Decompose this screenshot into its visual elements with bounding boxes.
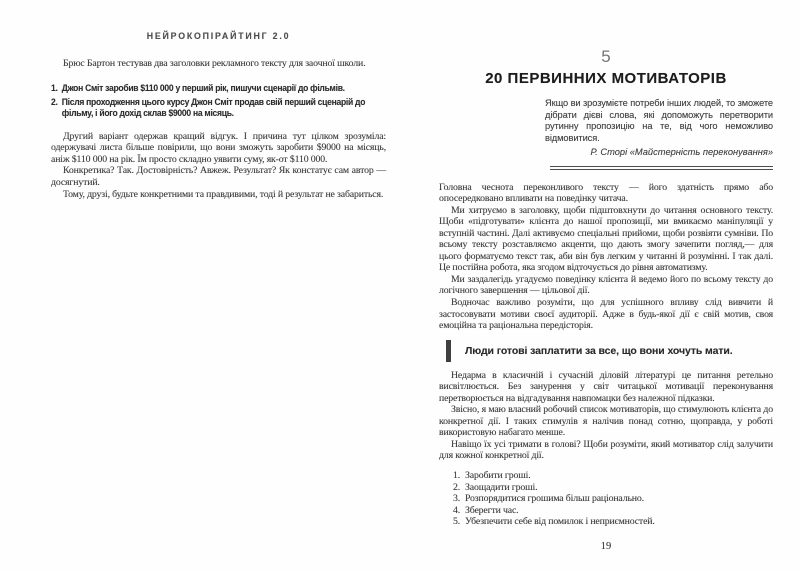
list-item-text: Після проходження цього курсу Джон Сміт продав свій перший сценарій до фільму, і його дохід склав $9000 на місяць.: [61, 96, 366, 120]
list-item-number: 4.: [453, 504, 461, 516]
body-paragraph: Тому, друзі, будьте конкретними та правдивими, тоді й результат не забариться.: [63, 188, 384, 200]
list-item: [453, 505, 773, 517]
body-paragraph: Ми заздалегідь угадуємо поведінку клієнта й ведемо його по всьому тексту до логічного завершення — цільової дії.: [439, 273, 773, 297]
page-number: 19: [600, 541, 612, 552]
list-item-number: 5.: [453, 516, 461, 528]
list-item-text: Джон Сміт заробив $110 000 у перший рік, пишучи сценарії до фільмів.: [61, 82, 345, 94]
list-item: [453, 516, 773, 528]
body-paragraph: Недарма в класичній і сучасній діловій літературі це питання ретельно висвітлюється. Без занурення у світ читацької мотивації переконування перетворюється на відгадування навпомацки без належної підказки.: [439, 369, 773, 404]
intro-paragraph: Брюс Бартон тестував два заголовки рекламного тексту для заочної школи.: [63, 58, 366, 69]
list-item: [51, 83, 385, 95]
chapter-body: [439, 182, 773, 528]
list-item-number: 2.: [453, 481, 461, 493]
list-item-text: Заощадити гроші.: [465, 481, 538, 493]
list-item: [453, 493, 773, 505]
right-page: [439, 0, 773, 571]
list-item-text: Заробити гроші.: [465, 469, 531, 481]
body-paragraph: Головна чеснота переконливого тексту — його здатність прямо або опосередковано впливати на поведінку читача.: [439, 181, 773, 205]
list-item: [453, 470, 773, 482]
key-idea-callout: [446, 340, 773, 362]
section-divider-rule: [550, 166, 773, 170]
epigraph-text: Якщо ви зрозумієте потреби інших людей, то зможете дібрати дієві слова, які допоможуть перетворити рутинну пропозицію на те, від чого неможливо відмовитися.: [545, 98, 773, 143]
chapter-number: 5: [601, 47, 611, 66]
list-item-text: Убезпечити себе від помилок і неприємностей.: [465, 516, 655, 528]
list-item-number: 1.: [453, 469, 461, 481]
list-item-text: Зберегти час.: [465, 504, 519, 516]
list-item-text: Розпорядитися грошима більш раціонально.: [465, 493, 644, 505]
body-paragraph: Другий варіант одержав кращий відгук. І причина тут цілком зрозуміла: одержувачі листа більше повірили, що вони зможуть заробити $9000 на місяць, аніж $110 000 на рік. Їм просто складно уявити суму, як-от $110 000.: [51, 130, 386, 165]
body-paragraph: Водночас важливо розуміти, що для успішного впливу слід вивчити й застосовувати мотиви своєї аудиторії. Адже в будь-якої дії є свій мотив, своя емоційна та раціональна передісторія.: [439, 296, 773, 332]
body-paragraph: Навіщо їх усі тримати в голові? Щоби розуміти, який мотиватор слід залучити для кожної конкретної дії.: [439, 438, 773, 462]
motivator-list: [453, 470, 773, 528]
epigraph-attribution: Р. Сторі «Майстерність переконування»: [590, 147, 773, 157]
left-page: [51, 0, 386, 571]
list-item-number: 1.: [51, 82, 58, 94]
list-item-number: 3.: [453, 493, 461, 505]
body-paragraph: Звісно, я маю власний робочий список мотиваторів, що стимулюють клієнта до конкретної дії. І таких стимулів я налічив понад сотню, щоправда, у роботі використовую набагато менше.: [439, 404, 773, 439]
list-item-number: 2.: [51, 96, 58, 108]
chapter-title: 20 ПЕРВИННИХ МОТИВАТОРІВ: [485, 70, 727, 87]
body-paragraph: Конкретика? Так. Достовірність? Авжеж. Результат? Як констатує сам автор — досягнутий.: [51, 165, 386, 189]
body-paragraph: Ми хитруємо в заголовку, щоби підштовхнути до читання основного тексту. Щоби «підготувати» клієнта до нашої пропозиції, ми вмикаємо маніпуляції у вступній частині. Далі активуємо спеціальні прийоми, щоби розвіяти сумніви. По всьому тексту розставляємо акценти, що дають змогу зачепити погляд,— для цього форматуємо текст так, аби він був легким у читанні й розумінні. І так далі. Це постійна робота, яка згодом відточується до рівня автоматизму.: [439, 204, 773, 274]
key-idea-text: Люди готові заплатити за все, що вони хочуть мати.: [465, 344, 733, 357]
left-page-body: [51, 131, 386, 200]
list-item: [453, 482, 773, 494]
list-item: [51, 97, 385, 120]
headline-variants-list: [51, 83, 385, 120]
running-header: НЕЙРОКОПІРАЙТИНГ 2.0: [146, 31, 291, 41]
